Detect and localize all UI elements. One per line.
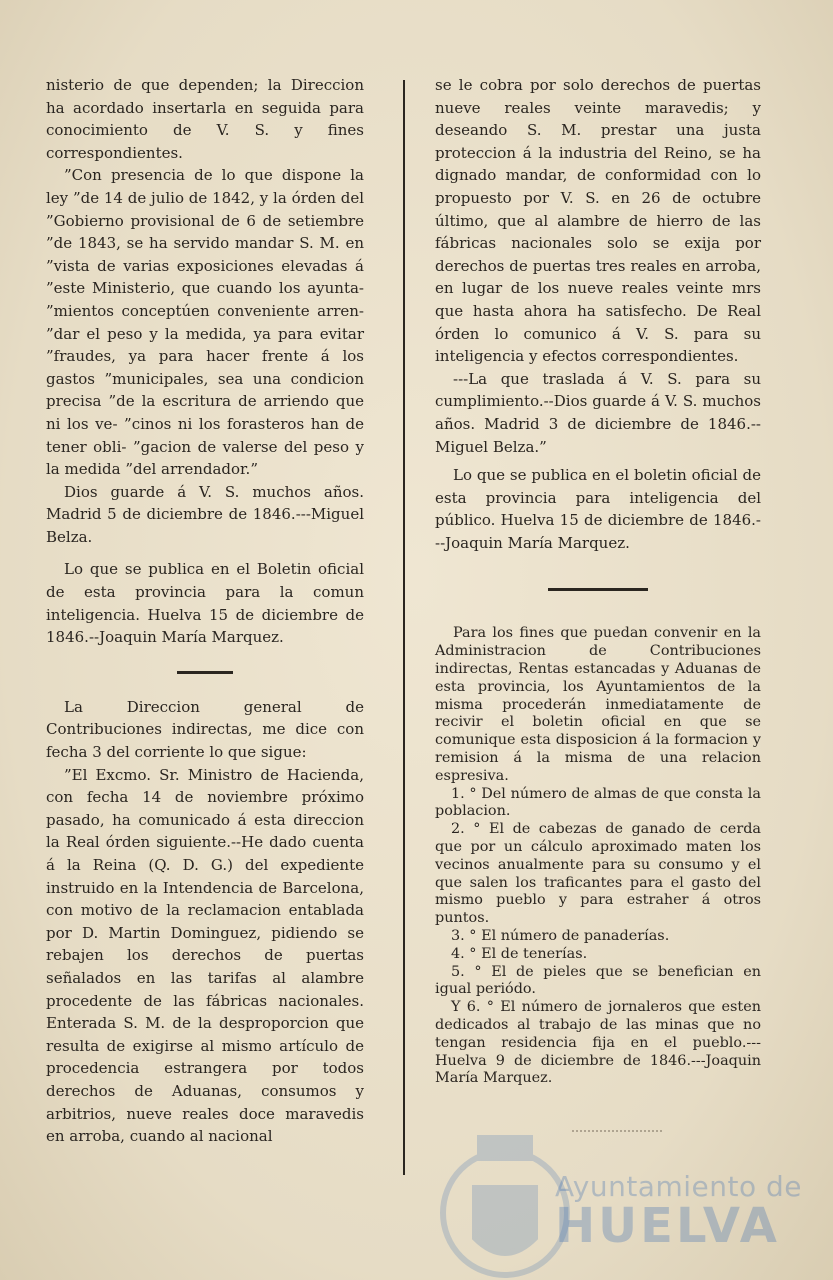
notice-item: 4. ° El de tenerías. [451,945,588,962]
left-column [46,74,364,1148]
notice-block [435,625,761,1088]
column-divider [403,80,405,1175]
section-divider-left [177,671,233,674]
notice-item: 1. ° Del número de almas de que consta la poblacion. [435,785,761,820]
right-transfer: ---La que traslada á V. S. para su cumplimiento.--Dios guarde á V. S. muchos años. Madrid 3 de diciembre de 1846.--Miguel Belza.” [435,369,761,456]
left-signature-1: Dios guarde á V. S. muchos años. Madrid 5 de diciembre de 1846.---Miguel Belza. [46,482,364,546]
left-paragraph-1: nisterio de que dependen; la Direccion ha acordado insertarla en seguida para conocimiento de V. S. y fines correspondientes. [46,76,364,162]
notice-item: 3. ° El número de panaderías. [451,928,670,945]
right-publish: Lo que se publica en el boletin oficial de esta provincia para inteligencia del público. Huelva 15 de diciembre de 1846.---Joaquin María Marquez. [435,466,761,552]
left-publish-1: Lo que se publica en el Boletin oficial de esta provincia para la comun inteligencia. Huelva 15 de diciembre de 1846.--Joaquin María Marquez. [46,560,364,647]
notice-item: Y 6. ° El número de jornaleros que esten dedicados al trabajo de las minas que no tengan residencia fija en el pueblo.--- Huelva 9 de diciembre de 1846.---Joaquin María Marquez. [435,999,761,1087]
notice-item: 5. ° El de pieles que se benefician en igual periódo. [435,963,761,998]
left-intro-2: La Direccion general de Contribuciones indirectas, me dice con fecha 3 del corriente lo que sigue: [46,697,364,762]
notice-item: 2. ° El de cabezas de ganado de cerda que por un cálculo aproximado maten los vecinos anualmente para su consumo y el que salen los traficantes para el gasto del mismo pueblo y para estraher á otros puntos. [435,821,761,927]
right-column [435,74,761,1088]
left-quote-1: ”Con presencia de lo que dispone la ley ”de 14 de julio de 1842, y la órden del ”Gobierno provisional de 6 de setiembre ”de 1843, se ha servido mandar S. M. en ”vista de varias exposiciones elevadas á ”este Ministerio, que cuando los ayunta- ”mientos conceptúen conveniente arren- ”dar el peso y la medida, ya para evitar ”fraudes, ya para hacer frente á los gastos ”municipales, sea una condicion precisa ”de la escritura de arriendo que ni los ve- ”cinos ni los forasteros han de tener obli- ”gacion de valerse del peso y la medida ”del arrendador.” [46,166,364,479]
watermark-line-1: Ayuntamiento de [555,1170,802,1203]
notice-intro: Para los fines que puedan convenir en la Administracion de Contribuciones indirectas, Rentas estancadas y Aduanas de esta provincia, los Ayuntamientos de la misma procederán inmediatamente de recivir el boletin oficial en que se comunique esta disposicion á la formacion y remision á la misma de una relacion espresiva. [435,625,761,784]
right-continuation: se le cobra por solo derechos de puertas nueve reales veinte maravedis; y deseando S. M. prestar una justa proteccion á la industria del Reino, se ha dignado mandar, de conformidad con lo propuesto por V. S. en 26 de octubre último, que al alambre de hierro de las fábricas nacionales solo se exija por derechos de puertas tres reales en arroba, en lugar de los nueve reales veinte mrs que hasta ahora ha satisfecho. De Real órden lo comunico á V. S. para su inteligencia y efectos correspondientes. [435,76,761,366]
left-quote-2: ”El Excmo. Sr. Ministro de Hacienda, con fecha 14 de noviembre próximo pasado, ha comunicado á esta direccion la Real órden siguiente.--He dado cuenta á la Reina (Q. D. G.) del expediente instruido en la Intendencia de Barcelona, con motivo de la reclamacion entablada por D. Martin Dominguez, pidiendo se rebajen los derechos de puertas señalados en las tarifas al alambre procedente de las fábricas nacionales. Enterada S. M. de la desproporcion que resulta de exigirse al mismo artículo de procedencia estrangera por todos derechos de Aduanas, consumos y arbitrios, nueve reales doce maravedis en arroba, cuando al nacional [46,765,364,1146]
section-divider-right [548,588,648,591]
watermark-line-2: HUELVA [555,1198,780,1254]
